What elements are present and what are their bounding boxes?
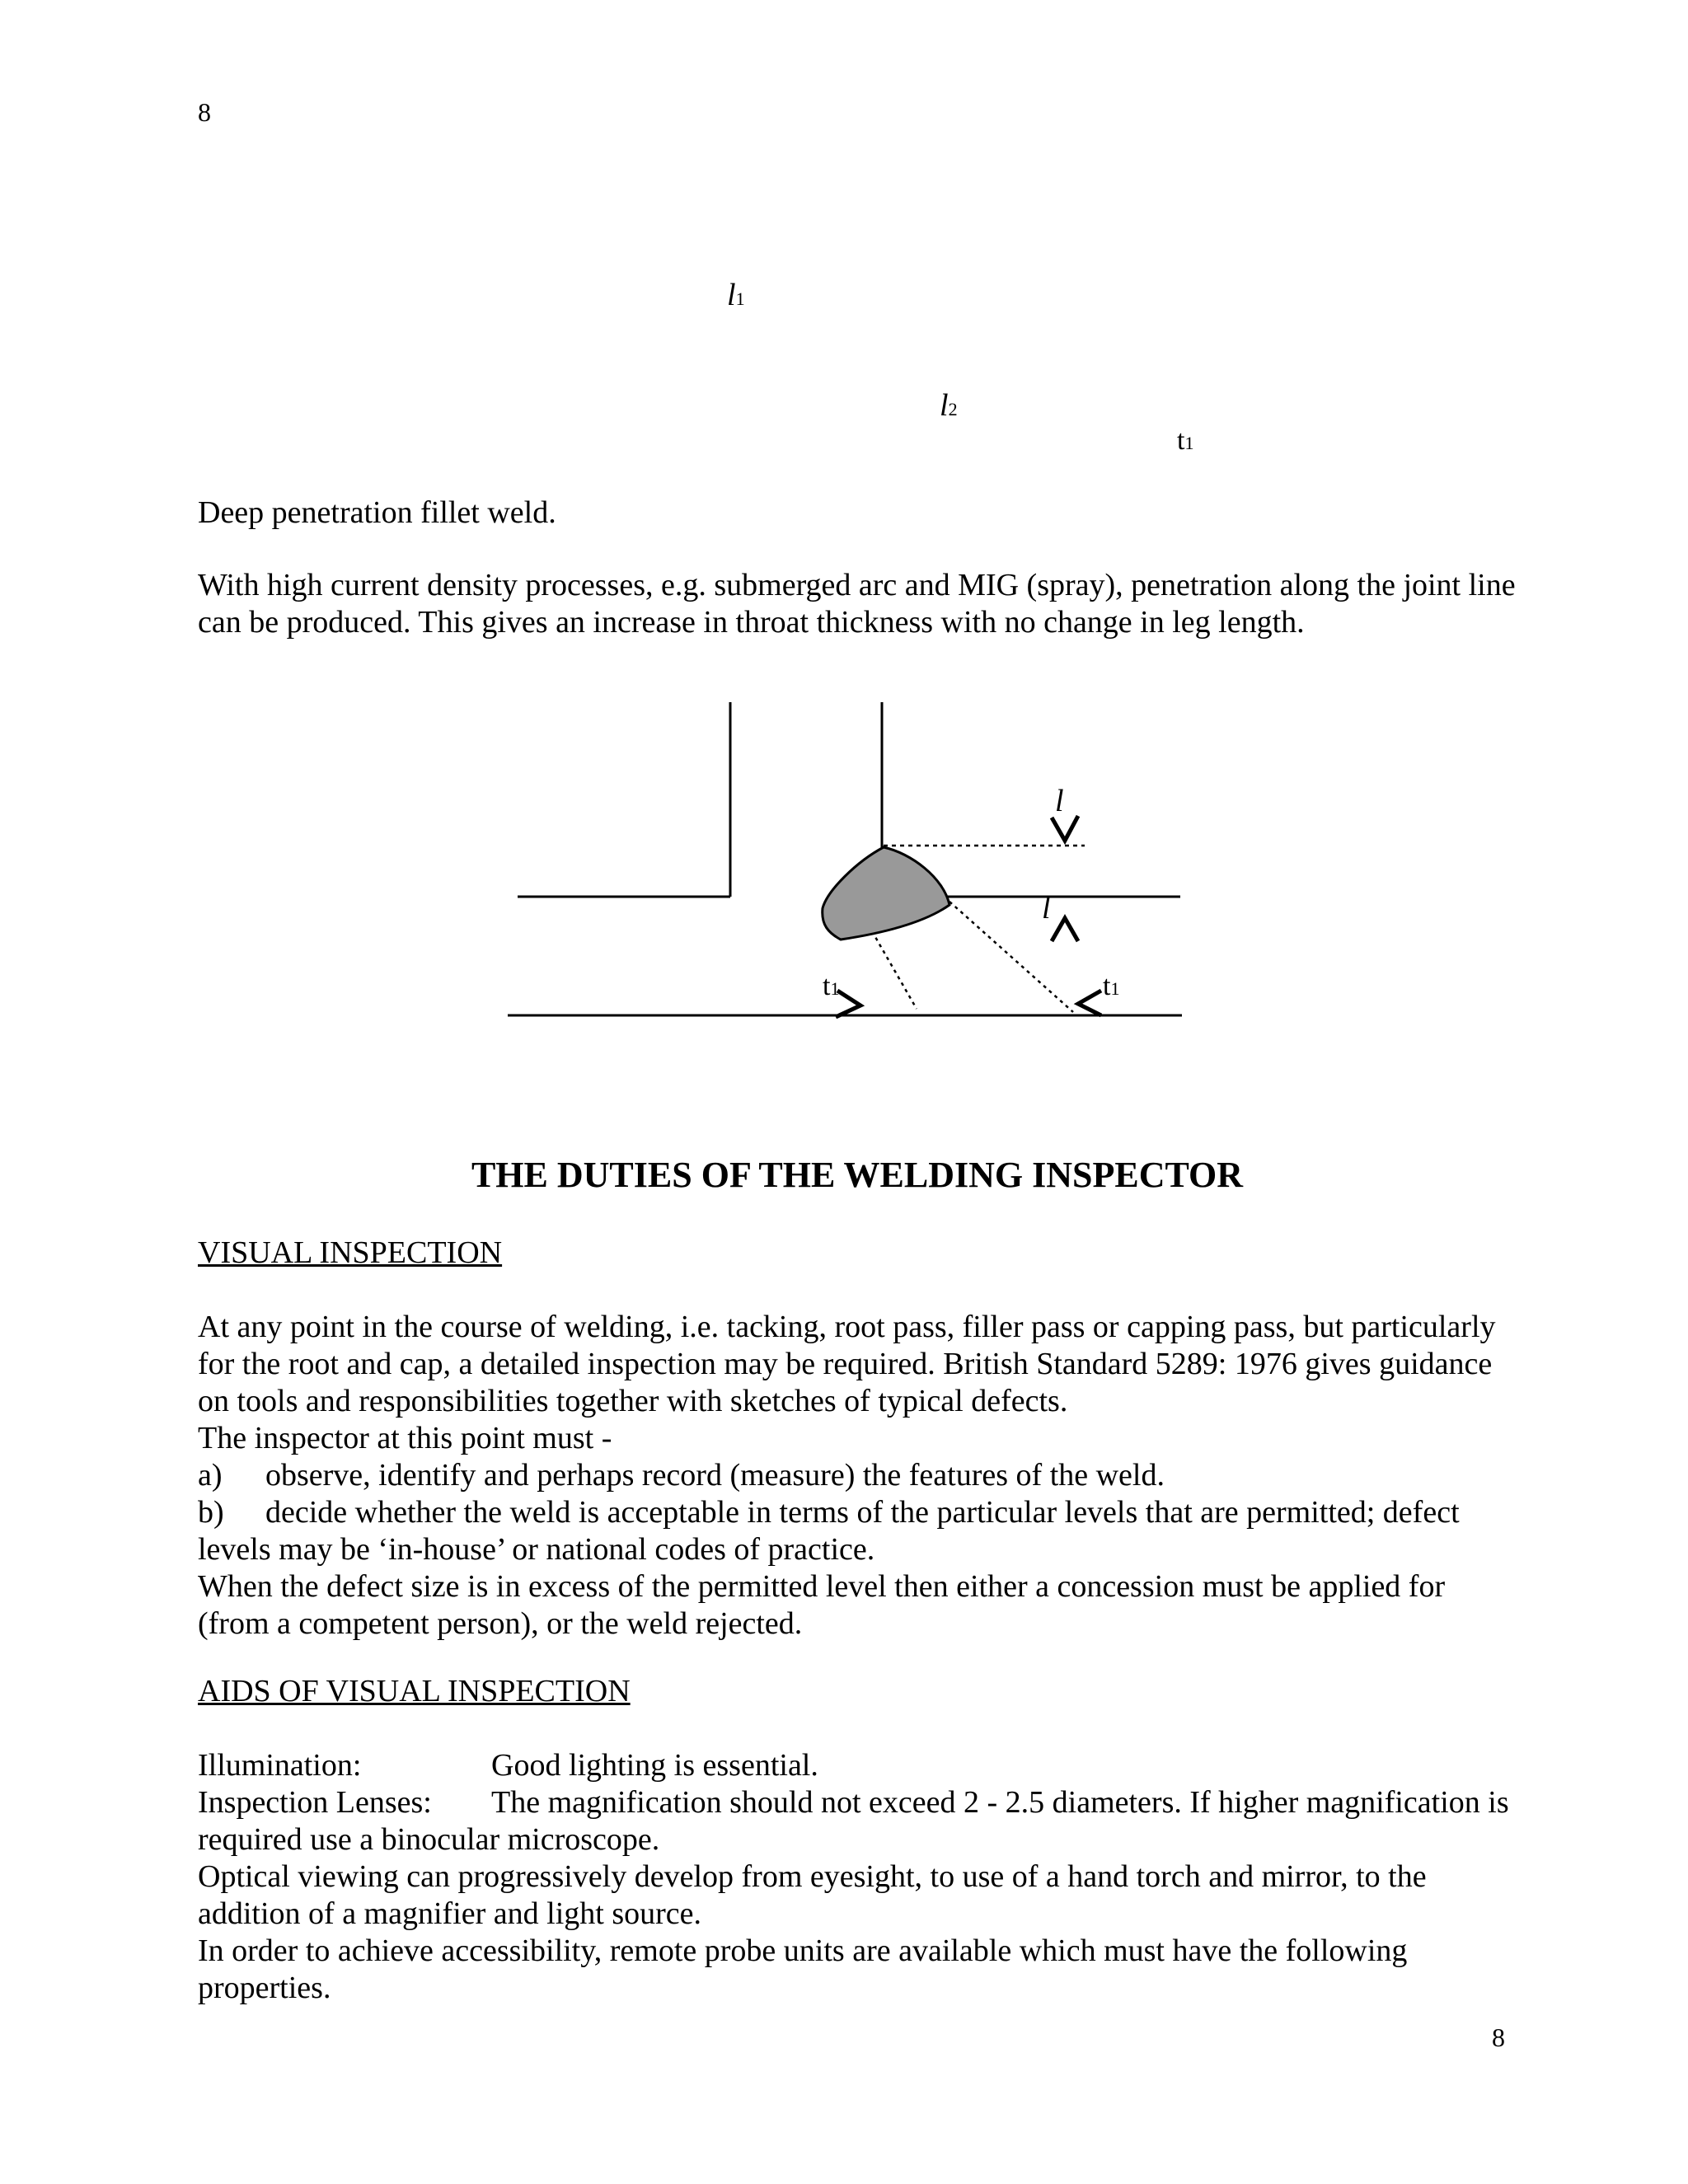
figure2-label-l-top: l [1055, 784, 1064, 818]
visual-inspection-paragraph: At any point in the course of welding, i.e. tacking, root pass, filler pass or capping pass, but particularly for the root and cap, a detailed inspection may be required. British Standard 5289: 1976 gives guidance on tools and responsibilities together with sketches of typical defects. [198, 1310, 1496, 1418]
section-title: THE DUTIES OF THE WELDING INSPECTOR [471, 1155, 1244, 1195]
figure1-label-t1: t1 [1177, 425, 1194, 456]
throat-dotted-right [950, 902, 1073, 1012]
arrow-right-icon [836, 991, 860, 1017]
list-item-a: a) observe, identify and perhaps record (measure) the features of the weld. [198, 1458, 1165, 1493]
fillet-weld-diagram [495, 692, 1203, 1038]
defect-paragraph: When the defect size is in excess of the permitted level then either a concession must be applied for (from a competent person), or the weld rejected. [198, 1569, 1446, 1641]
arrow-left-icon [1078, 991, 1101, 1015]
arrow-down-icon [1052, 816, 1078, 841]
subheading-visual-inspection: VISUAL INSPECTION [198, 1235, 503, 1270]
lenses-item: Inspection Lenses: The magnification should not exceed 2 - 2.5 diameters. If higher magnification is required use a binocular microscope. [198, 1785, 1509, 1857]
page-number-bottom: 8 [1492, 2022, 1505, 2052]
illumination-item: Illumination: Good lighting is essential. [198, 1748, 818, 1783]
section-body [198, 1309, 1517, 1643]
list-item-b: b) decide whether the weld is acceptable in terms of the particular levels that are permitted; defect levels may be ‘in-house’ or national codes of practice. [198, 1495, 1460, 1567]
penetration-paragraph: With high current density processes, e.g. submerged arc and MIG (spray), penetration along the joint line can be produced. This gives an increase in throat thickness with no change in leg length. [198, 568, 1516, 640]
page-number-top: 8 [198, 97, 211, 127]
throat-dotted-left [872, 931, 917, 1009]
accessibility-paragraph: In order to achieve accessibility, remote probe units are available which must have the following properties. [198, 1933, 1408, 2005]
figure1-label-l2: l2 [940, 388, 958, 423]
subheading-aids: AIDS OF VISUAL INSPECTION [198, 1674, 631, 1708]
figure1-label-l1: l1 [727, 278, 745, 312]
optical-viewing-paragraph: Optical viewing can progressively develop from eyesight, to use of a hand torch and mirror, to the addition of a magnifier and light source. [198, 1859, 1427, 1931]
aids-body [198, 1747, 1517, 2007]
arrow-up-icon [1052, 918, 1078, 941]
figure2-label-t1-right: t1 [1103, 971, 1120, 1001]
figure2-label-t1-left: t1 [823, 971, 840, 1001]
inspector-intro: The inspector at this point must - [198, 1421, 612, 1455]
figure1-caption: Deep penetration fillet weld. [198, 495, 556, 530]
weld-bead [823, 847, 950, 940]
figure2-label-l-mid: l [1042, 891, 1051, 926]
